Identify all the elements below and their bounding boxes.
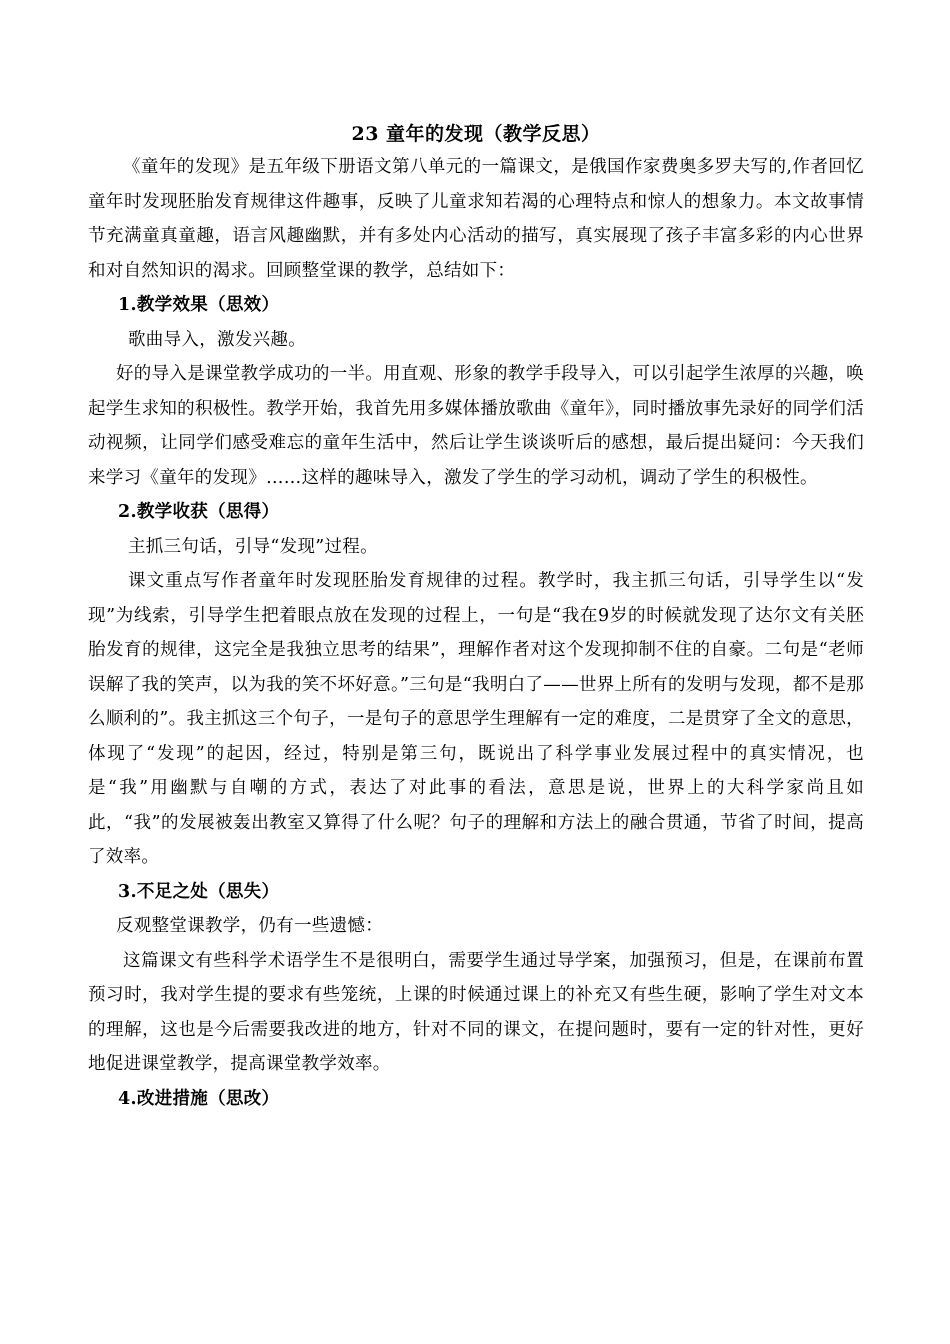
- section-heading-4: 4.改进措施（思改）: [118, 1088, 280, 1109]
- section-heading-3: 3.不足之处（思失）: [118, 881, 280, 902]
- section-3-subheading: 反观整堂课教学，仍有一些遗憾：: [116, 916, 383, 936]
- section-1-body: 好的导入是课堂教学成功的一半。用直观、形象的教学手段导入，可以引起学生浓厚的兴趣，唤起学生求知的积极性。教学开始，我首先用多媒体播放歌曲《童年》，同时播放事先录好的同学们活动视频，让同学们感受难忘的童年生活中，然后让学生谈谈听后的感想，最后提出疑问：今天我们来学习《童年的发现》……这样的趣味导入，激发了学生的学习动机，调动了学生的积极性。: [88, 364, 864, 488]
- document-title: 23 童年的发现（教学反思）: [351, 123, 601, 145]
- section-1-subheading: 歌曲导入，激发兴趣。: [128, 329, 306, 350]
- section-heading-2: 2.教学收获（思得）: [118, 502, 280, 522]
- section-2-body: 课文重点写作者童年时发现胚胎发育规律的过程。教学时，我主抓三句话，引导学生以“发现”为线索，引导学生把着眼点放在发现的过程上，一句是“我在9岁的时候就发现了达尔文有关胚胎发育的规律，这完全是我独立思考的结果”，理解作者对这个发现抑制不住的自豪。二句是“老师误解了我的笑声，以为我的笑不坏好意。”三句是“我明白了——世界上所有的发明与发现，都不是那么顺利的”。我主抓这三个句子，一是句子的意思学生理解有一定的难度，二是贯穿了全文的意思，体现了“发现”的起因，经过，特别是第三句，既说出了科学事业发展过程中的真实情况，也是“我”用幽默与自嘲的方式，表达了对此事的看法，意思是说，世界上的大科学家尚且如此，“我”的发展被轰出教室又算得了什么呢？句子的理解和方法上的融合贯通，节省了时间，提高了效率。: [88, 571, 864, 867]
- section-2-subheading: 主抓三句话，引导“发现”过程。: [128, 536, 378, 557]
- intro-paragraph: 《童年的发现》是五年级下册语文第八单元的一篇课文，是俄国作家费奥多罗夫写的,作者回忆童年时发现胚胎发育规律这件趣事，反映了儿童求知若渴的心理特点和惊人的想象力。本文故事情节充满童真童趣，语言风趣幽默，并有多处内心活动的描写，真实展现了孩子丰富多彩的内心世界和对自然知识的渴求。回顾整堂课的教学，总结如下：: [88, 157, 864, 281]
- section-3-body: 这篇课文有些科学术语学生不是很明白，需要学生通过导学案，加强预习，但是，在课前布置预习时，我对学生提的要求有些笼统，上课的时候通过课上的补充又有些生硬，影响了学生对文本的理解，这也是今后需要我改进的地方，针对不同的课文，在提问题时，要有一定的针对性，更好地促进课堂教学，提高课堂教学效率。: [88, 950, 864, 1074]
- document-page: [88, 118, 864, 1116]
- section-heading-1: 1.教学效果（思效）: [118, 295, 280, 315]
